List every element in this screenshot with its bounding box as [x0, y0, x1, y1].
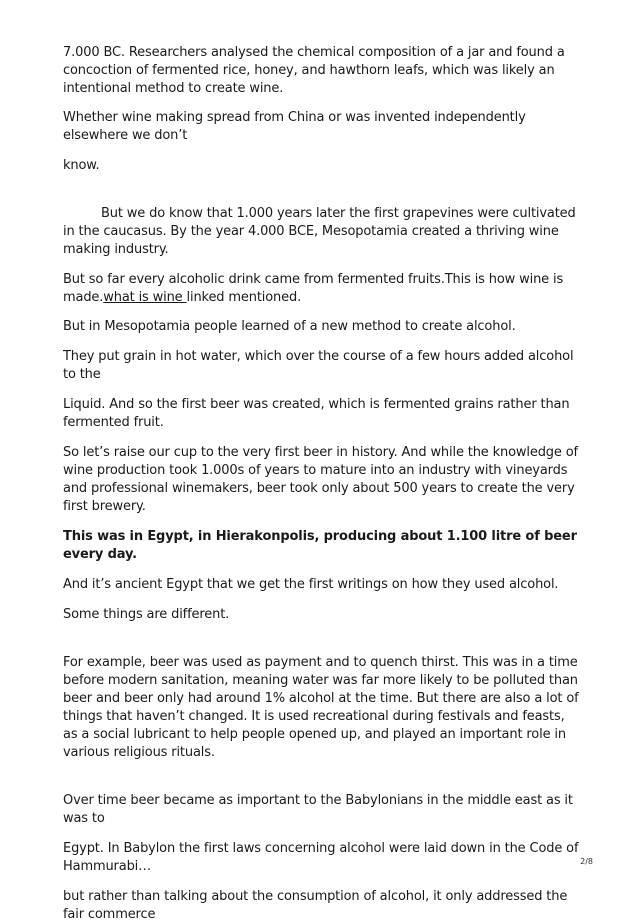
paragraph-5: [63, 271, 583, 307]
document-page: [63, 44, 583, 924]
paragraph-5-text-after: linked mentioned.: [186, 290, 302, 305]
paragraph-16: but rather than talking about the consumption of alcohol, it only addressed the fair commerce: [63, 889, 568, 922]
paragraph-5-text-before: But so far every alcoholic drink came from fermented fruits.This is how wine is made.: [63, 272, 564, 305]
paragraph-15: Egypt. In Babylon the first laws concerning alcohol were laid down in the Code of Hammurabi…: [63, 841, 579, 874]
paragraph-2: Whether wine making spread from China or was invented independently elsewhere we don’t: [63, 110, 526, 143]
paragraph-4: But we do know that 1.000 years later the first grapevines were cultivated in the caucasus. By the year 4.000 BCE, Mesopotamia created a thriving wine making industry.: [63, 206, 576, 257]
paragraph-11: And it’s ancient Egypt that we get the first writings on how they used alcohol.: [63, 577, 559, 592]
page-number: 2/8: [580, 857, 593, 866]
paragraph-9: So let’s raise our cup to the very first beer in history. And while the knowledge of wine production took 1.000s of years to mature into an industry with vineyards and professional winemakers, beer took only about 500 years to create the very first brewery.: [63, 445, 578, 514]
paragraph-7: They put grain in hot water, which over the course of a few hours added alcohol to the: [63, 349, 574, 382]
paragraph-13: For example, beer was used as payment and to quench thirst. This was in a time before modern sanitation, meaning water was far more likely to be polluted than beer and beer only had around 1% alcohol at the time. But there are also a lot of things that haven’t changed. It is used recreational during festivals and feasts, as a social lubricant to help people opened up, and played an important role in various religious rituals.: [63, 655, 579, 760]
paragraph-14: Over time beer became as important to the Babylonians in the middle east as it was to: [63, 793, 573, 826]
what-is-wine-link[interactable]: what is wine: [103, 290, 187, 305]
paragraph-3: know.: [63, 158, 100, 173]
paragraph-12: Some things are different.: [63, 607, 230, 622]
paragraph-6: But in Mesopotamia people learned of a new method to create alcohol.: [63, 319, 516, 334]
paragraph-10-bold: This was in Egypt, in Hierakonpolis, producing about 1.100 litre of beer every day.: [63, 529, 577, 562]
paragraph-8: Liquid. And so the first beer was created, which is fermented grains rather than fermented fruit.: [63, 397, 570, 430]
paragraph-1: 7.000 BC. Researchers analysed the chemical composition of a jar and found a concoction of fermented rice, honey, and hawthorn leafs, which was likely an intentional method to create wine.: [63, 45, 565, 96]
